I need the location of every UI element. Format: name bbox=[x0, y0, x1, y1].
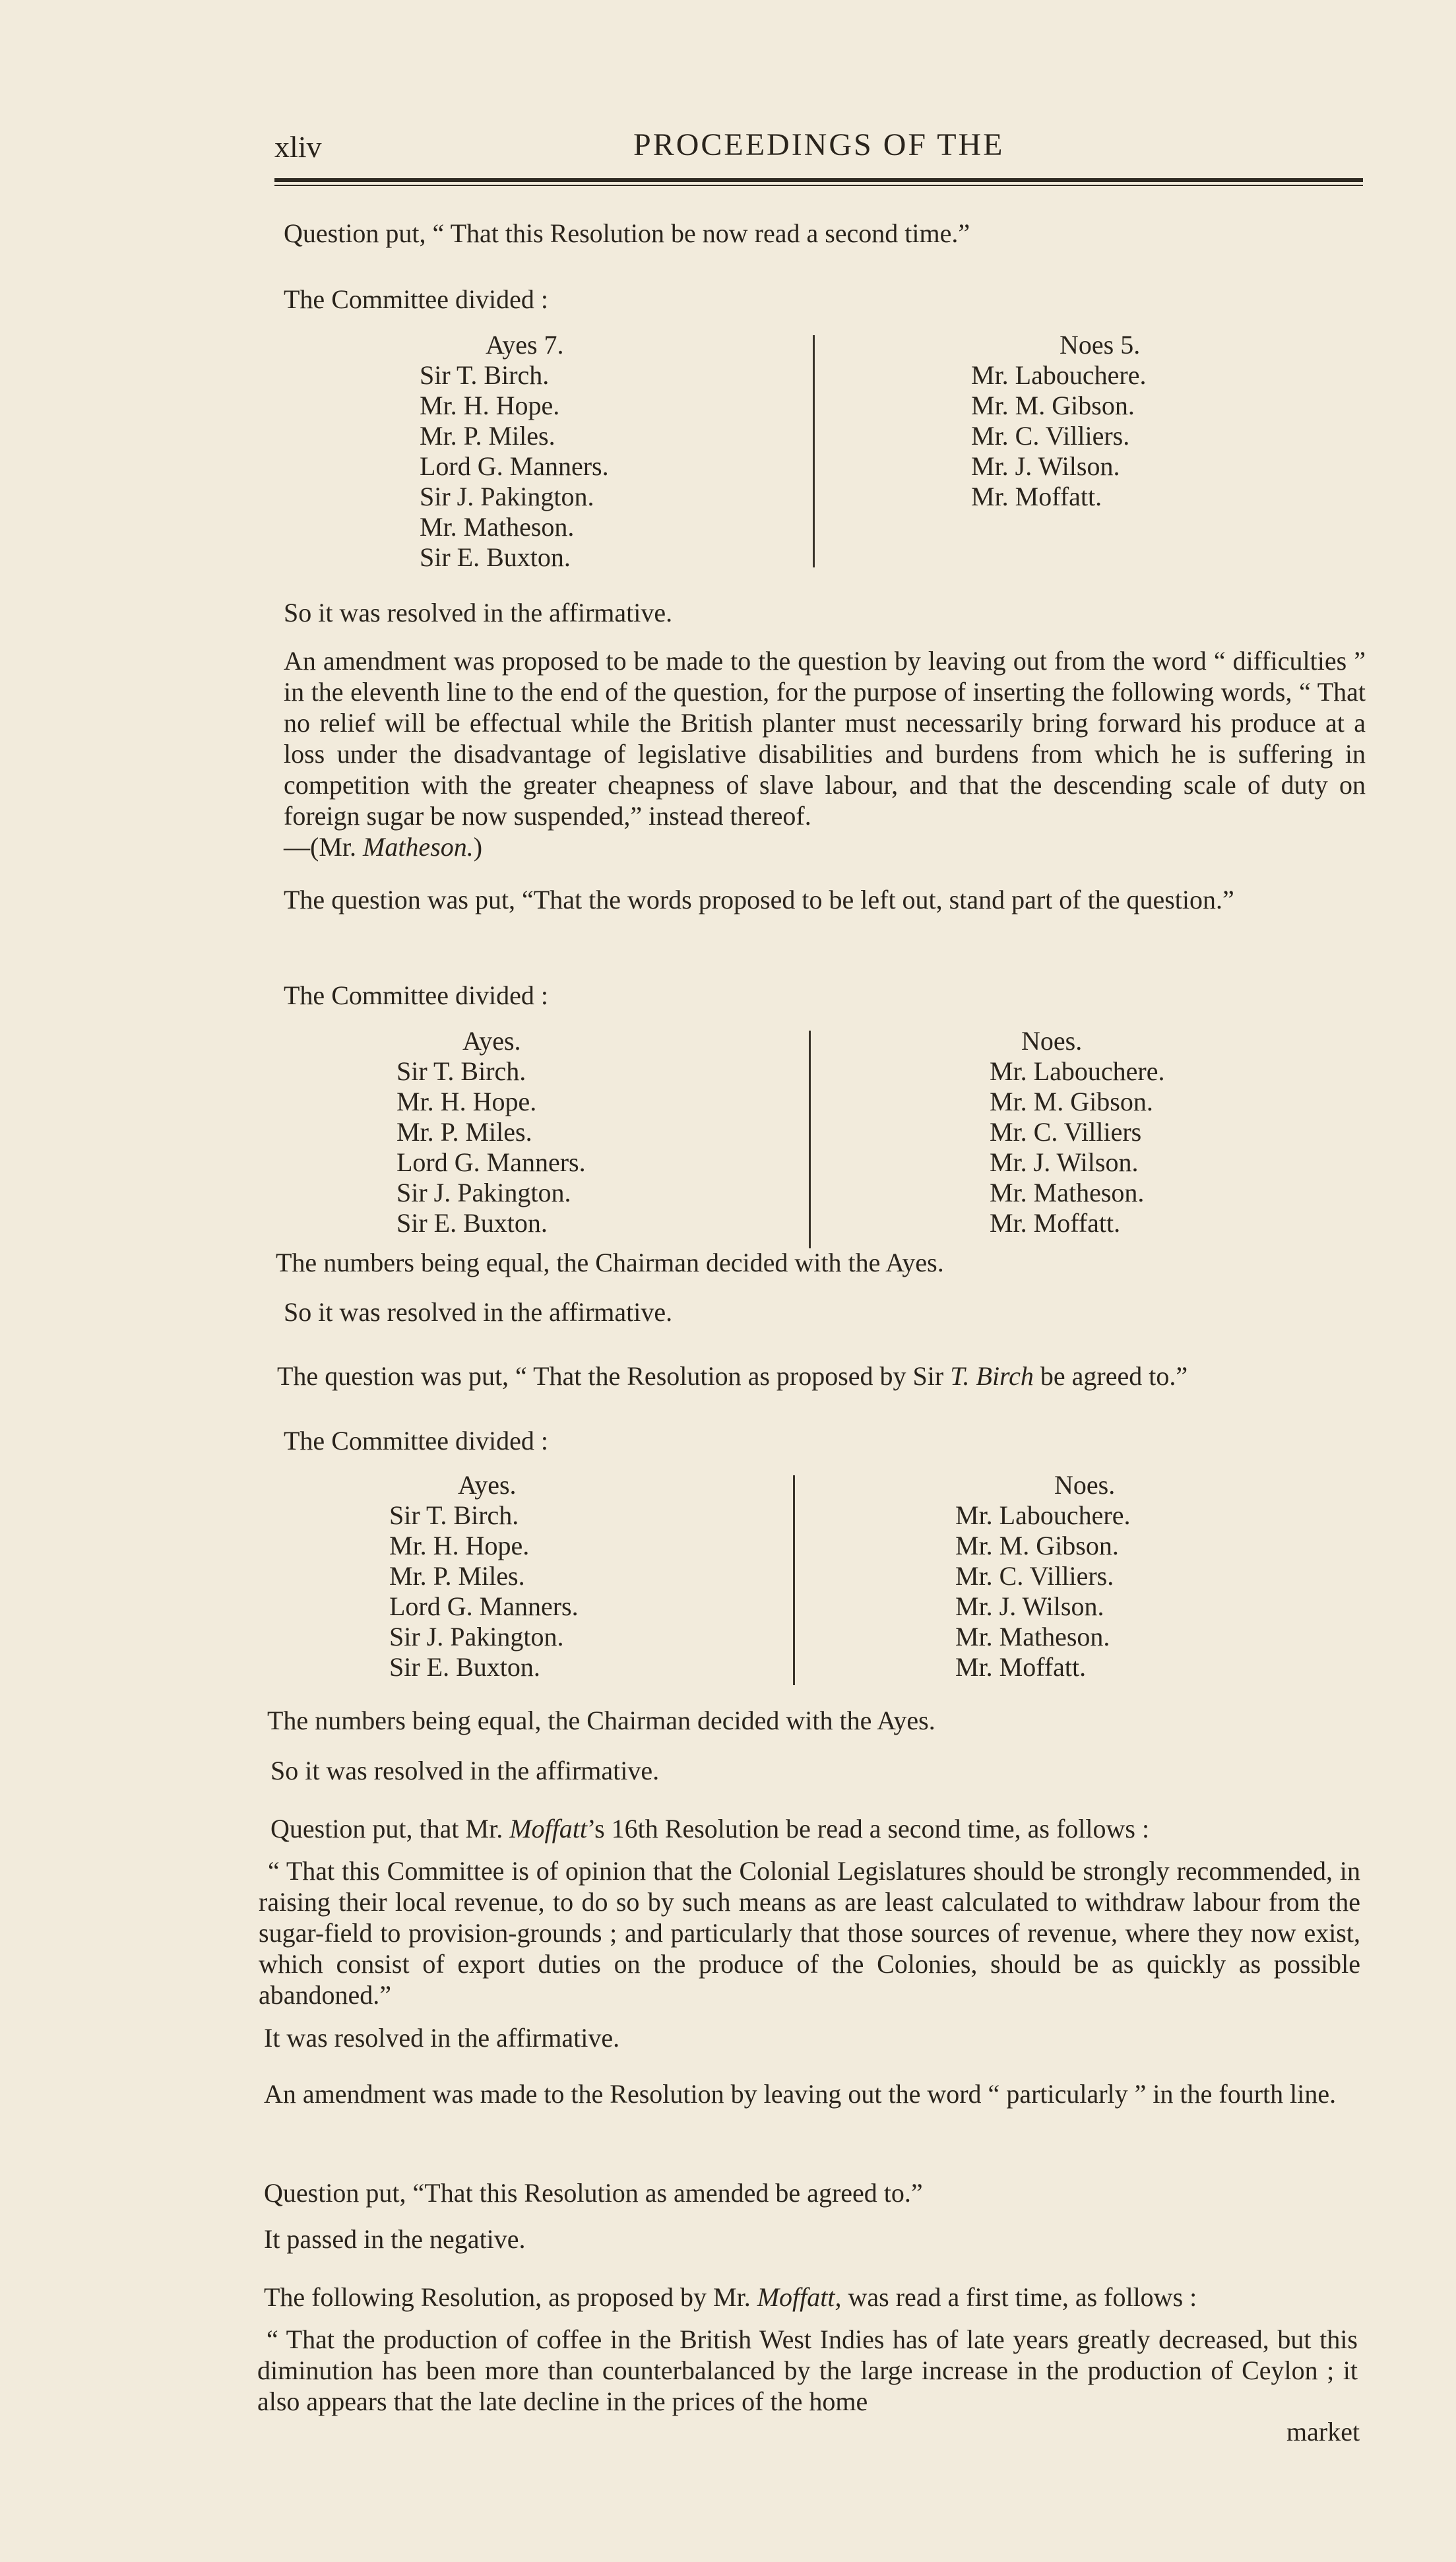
question-4-post: ’s 16th Resolution be read a second time, as follows : bbox=[587, 1814, 1150, 1843]
intro-post: was read a first time, as follows : bbox=[841, 2282, 1197, 2312]
result-1: So it was resolved in the affirmative. bbox=[284, 598, 673, 627]
noes-list-1 bbox=[971, 330, 1146, 512]
noes-heading: Noes. bbox=[1021, 1026, 1083, 1056]
noes-list-3 bbox=[955, 1470, 1130, 1682]
question-3 bbox=[277, 1361, 1187, 1392]
list-item: Mr. J. Wilson. bbox=[990, 1147, 1139, 1177]
question-4-pre: Question put, that Mr. bbox=[270, 1814, 510, 1843]
list-item: Mr. J. Wilson. bbox=[971, 451, 1120, 481]
result-3: So it was resolved in the affirmative. bbox=[270, 1756, 660, 1785]
list-item: Mr. C. Villiers. bbox=[955, 1561, 1114, 1591]
note-3: The numbers being equal, the Chairman decided with the Ayes. bbox=[267, 1706, 935, 1735]
intro-name: Moffatt, bbox=[757, 2282, 842, 2312]
ayes-heading: Ayes 7. bbox=[486, 330, 564, 360]
result-2: So it was resolved in the affirmative. bbox=[284, 1297, 673, 1327]
column-divider bbox=[793, 1475, 795, 1685]
coffee-resolution: “ That the production of coffee in the British West Indies has of late years greatly decreased, but this diminution has been more than counterbalanced by the large increase in the production of Ceylon ; it also appears that the late decline in the prices of the home bbox=[257, 2324, 1358, 2416]
column-divider bbox=[809, 1031, 811, 1248]
list-item: Sir E. Buxton. bbox=[396, 1208, 548, 1238]
list-item: Mr. P. Miles. bbox=[389, 1561, 525, 1591]
list-item: Sir J. Pakington. bbox=[420, 482, 594, 511]
question-5: Question put, “That this Resolution as amended be agreed to.” bbox=[264, 2178, 923, 2208]
list-item: Mr. H. Hope. bbox=[389, 1531, 530, 1560]
list-item: Mr. M. Gibson. bbox=[990, 1087, 1153, 1116]
committee-divided-3: The Committee divided : bbox=[284, 1426, 549, 1456]
list-item: Sir T. Birch. bbox=[396, 1056, 526, 1086]
list-item: Mr. P. Miles. bbox=[420, 421, 555, 451]
ayes-heading: Ayes. bbox=[458, 1470, 517, 1500]
note-2: The numbers being equal, the Chairman decided with the Ayes. bbox=[276, 1248, 944, 1277]
question-3-post: be agreed to.” bbox=[1033, 1361, 1188, 1391]
amendment-2: An amendment was made to the Resolution by leaving out the word “ particularly ” in the fourth line. bbox=[264, 2079, 1337, 2109]
list-item: Sir J. Pakington. bbox=[396, 1178, 571, 1207]
question-3-name: T. Birch bbox=[950, 1361, 1034, 1391]
question-1: Question put, “ That this Resolution be now read a second time.” bbox=[284, 218, 970, 248]
noes-heading: Noes. bbox=[1054, 1470, 1116, 1500]
resolution-intro bbox=[264, 2282, 1197, 2313]
list-item: Sir T. Birch. bbox=[389, 1500, 519, 1530]
amendment-text: An amendment was proposed to be made to the question by leaving out from the word “ difficulties ” in the eleventh line to the end of the question, for the purpose of inserting the following words, “ That no relief will be effectual while the British planter must necessarily bring forward his produce at a loss under the disadvantage of legislative disabilities and burdens from which he is suffering in competition with the greater cheapness of slave labour, and that the descending scale of duty on foreign sugar be now suspended,” instead thereof. bbox=[284, 646, 1366, 831]
list-item: Sir E. Buxton. bbox=[389, 1652, 540, 1682]
list-item: Mr. Labouchere. bbox=[990, 1056, 1165, 1086]
ayes-list-3 bbox=[389, 1470, 579, 1682]
question-4-name: Moffatt bbox=[509, 1814, 587, 1843]
list-item: Sir T. Birch. bbox=[420, 360, 550, 390]
attribution-pre: —(Mr. bbox=[284, 832, 363, 862]
resolution-16: “ That this Committee is of opinion that the Colonial Legislatures should be strongly recommended, in raising their local revenue, to do so by such means as are least calculated to withdraw labour from the sugar-field to provision-grounds ; and particularly that those sources of revenue, where they now exist, which consist of export duties on the produce of the Colonies, should be as quickly as possible abandoned.” bbox=[259, 1856, 1360, 2010]
question-2: The question was put, “That the words proposed to be left out, stand part of the question.” bbox=[284, 885, 1234, 914]
list-item: Mr. H. Hope. bbox=[420, 391, 560, 420]
list-item: Mr. Moffatt. bbox=[955, 1652, 1087, 1682]
intro-pre: The following Resolution, as proposed by Mr. bbox=[264, 2282, 757, 2312]
noes-heading: Noes 5. bbox=[1060, 330, 1141, 360]
list-item: Mr. M. Gibson. bbox=[971, 391, 1135, 420]
ayes-heading: Ayes. bbox=[462, 1026, 521, 1056]
list-item: Mr. Matheson. bbox=[955, 1622, 1110, 1651]
list-item: Mr. Labouchere. bbox=[971, 360, 1147, 390]
list-item: Mr. P. Miles. bbox=[396, 1117, 532, 1147]
ayes-list-1 bbox=[420, 330, 609, 573]
question-3-pre: The question was put, “ That the Resolution as proposed by Sir bbox=[277, 1361, 951, 1391]
running-title: PROCEEDINGS OF THE bbox=[633, 127, 1005, 162]
header-rule bbox=[274, 178, 1363, 182]
result-5: It passed in the negative. bbox=[264, 2224, 526, 2254]
amendment-1 bbox=[284, 645, 1366, 862]
list-item: Mr. C. Villiers bbox=[990, 1117, 1142, 1147]
question-4 bbox=[270, 1813, 1149, 1845]
attribution-post: ) bbox=[473, 832, 483, 862]
list-item: Mr. M. Gibson. bbox=[955, 1531, 1119, 1560]
list-item: Mr. Labouchere. bbox=[955, 1500, 1131, 1530]
header-rule-thin bbox=[274, 185, 1363, 186]
list-item: Mr. J. Wilson. bbox=[955, 1591, 1104, 1621]
committee-divided-1: The Committee divided : bbox=[284, 284, 549, 314]
list-item: Lord G. Manners. bbox=[389, 1591, 579, 1621]
list-item: Sir E. Buxton. bbox=[420, 542, 571, 572]
attribution-name: Matheson. bbox=[363, 832, 474, 862]
result-4: It was resolved in the affirmative. bbox=[264, 2023, 620, 2053]
list-item: Lord G. Manners. bbox=[420, 451, 609, 481]
list-item: Lord G. Manners. bbox=[396, 1147, 586, 1177]
list-item: Mr. Matheson. bbox=[990, 1178, 1145, 1207]
column-divider bbox=[813, 335, 815, 567]
page-folio: xliv bbox=[274, 130, 322, 164]
catchword: market bbox=[1286, 2417, 1360, 2447]
committee-divided-2: The Committee divided : bbox=[284, 980, 549, 1010]
noes-list-2 bbox=[990, 1026, 1164, 1238]
list-item: Mr. Moffatt. bbox=[990, 1208, 1121, 1238]
list-item: Mr. Matheson. bbox=[420, 512, 575, 542]
list-item: Mr. Moffatt. bbox=[971, 482, 1102, 511]
list-item: Mr. H. Hope. bbox=[396, 1087, 537, 1116]
list-item: Sir J. Pakington. bbox=[389, 1622, 564, 1651]
list-item: Mr. C. Villiers. bbox=[971, 421, 1130, 451]
ayes-list-2 bbox=[396, 1026, 586, 1238]
